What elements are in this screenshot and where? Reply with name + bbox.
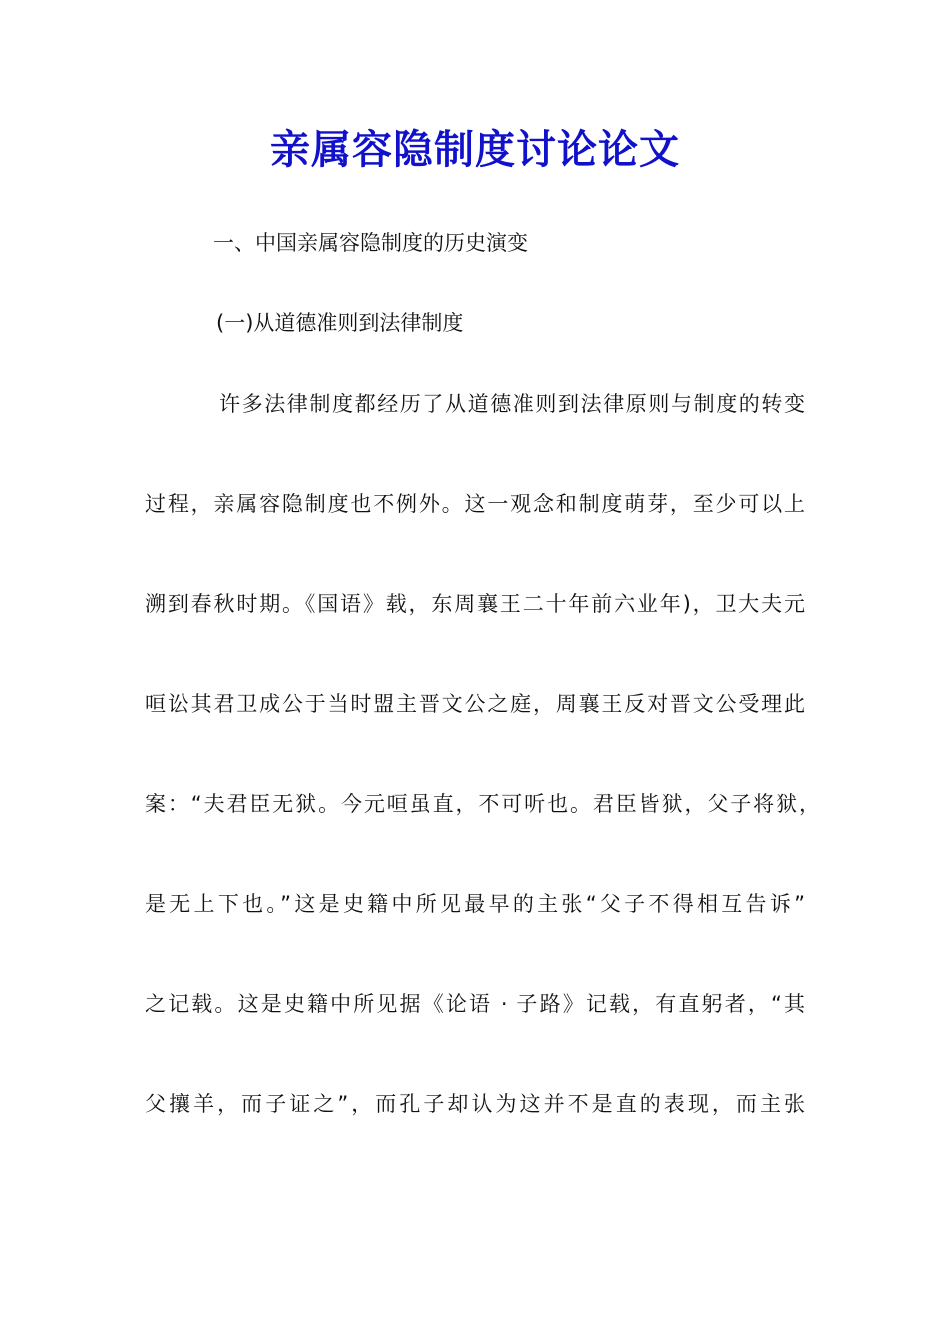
paragraph-line: 之记载。这是史籍中所见据《论语 · 子路》记载，有直躬者，“其 xyxy=(145,992,805,1016)
paragraph-line: 是无上下也。”这是史籍中所见最早的主张“父子不得相互告诉” xyxy=(145,892,805,916)
section-heading: 一、中国亲属容隐制度的历史演变 xyxy=(213,231,528,255)
paragraph-line: 溯到春秋时期。《国语》载，东周襄王二十年前六业年)，卫大夫元 xyxy=(145,592,805,616)
paragraph-line: 案：“夫君臣无狱。今元咺虽直，不可听也。君臣皆狱，父子将狱， xyxy=(145,792,820,816)
paragraph-line: 许多法律制度都经历了从道德准则到法律原则与制度的转变 xyxy=(219,392,805,416)
paragraph-line: 父攘羊，而子证之”，而孔子却认为这并不是直的表现，而主张 xyxy=(145,1092,805,1116)
body-paragraph xyxy=(145,387,825,1187)
paragraph-line: 过程，亲属容隐制度也不例外。这一观念和制度萌芽，至少可以上 xyxy=(145,492,805,516)
document-title: 亲属容隐制度讨论论文 xyxy=(270,126,680,173)
subsection-heading: (一)从道德准则到法律制度 xyxy=(216,311,464,335)
paragraph-line: 咺讼其君卫成公于当时盟主晋文公之庭，周襄王反对晋文公受理此 xyxy=(145,692,805,716)
